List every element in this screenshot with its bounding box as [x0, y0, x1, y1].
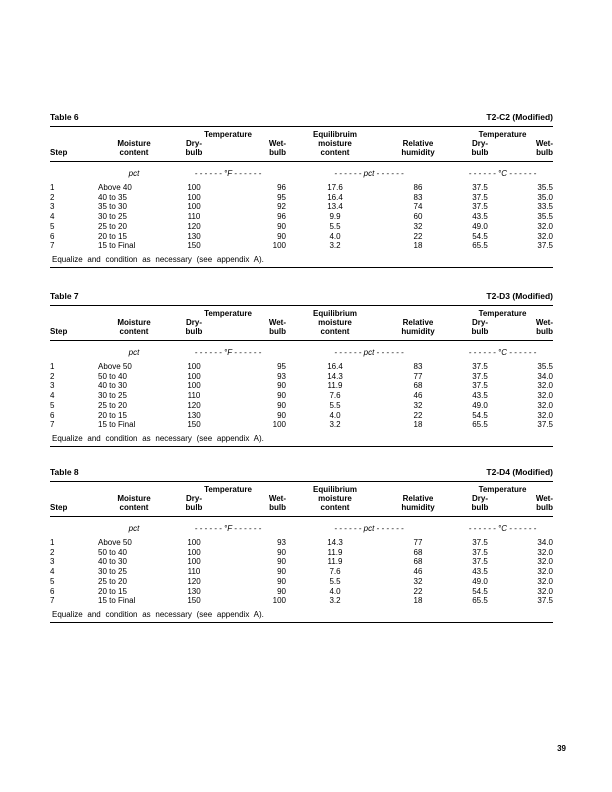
schedule-cell: 4 [50, 212, 55, 222]
schedule-cell: 68 [413, 557, 423, 567]
schedule-cell: 4 [50, 391, 55, 401]
schedule-cell: 49.0 [472, 221, 488, 231]
relative-humidity-header-line2: humidity [384, 327, 452, 341]
schedule-cell: 110 [187, 212, 201, 222]
schedule-cell: 17.6 [327, 183, 343, 192]
schedule-cell: 100 [187, 202, 201, 212]
schedule-cell: 110 [187, 567, 201, 577]
schedule-cell: 35.0 [537, 192, 553, 202]
schedule-row [50, 567, 553, 577]
schedule-cell: 15 to Final [98, 596, 136, 606]
schedule-cell: 120 [187, 576, 201, 586]
schedule-cell: 90 [277, 576, 286, 586]
schedule-cell: 3 [50, 557, 55, 567]
schedule-cell: 6 [50, 231, 55, 241]
schedule-cell: 100 [187, 362, 201, 371]
schedule-cell: 7 [50, 420, 55, 430]
schedule-cell: 11.9 [327, 557, 343, 567]
schedule-cell: 3.2 [329, 596, 341, 606]
schedule-cell: 32.0 [537, 231, 553, 241]
schedule-cell: 34.0 [537, 538, 553, 547]
schedule-cell: 14.3 [327, 371, 343, 381]
wet-bulb-f-header-line2: bulb [218, 148, 286, 162]
schedule-cell: 46 [413, 567, 423, 577]
footnote: Equalize and condition as necessary (see appendix A). [50, 606, 553, 623]
schedule-cell: 32.0 [537, 381, 553, 391]
schedule-cell: 68 [413, 381, 423, 391]
schedule-cell: 90 [277, 400, 286, 410]
table-header [50, 127, 553, 162]
footnote: Equalize and condition as necessary (see appendix A). [50, 430, 553, 447]
schedule-cell: 46 [413, 391, 423, 401]
schedule-cell: 100 [272, 596, 286, 606]
units-pct-group: - - - - - - pct - - - - - - [334, 169, 404, 178]
moisture-header-line1: Moisture [117, 318, 151, 327]
schedule-cell: 15 to Final [98, 420, 136, 430]
schedule-cell: Above 40 [98, 183, 132, 192]
schedule-cell: Above 50 [98, 538, 132, 547]
schedule-cell: 16.4 [327, 192, 343, 202]
units-pct-group: - - - - - - pct - - - - - - [334, 524, 404, 533]
schedule-cell: 100 [187, 192, 201, 202]
emc-header-line2: moisture [318, 318, 352, 327]
table-footnote-row [50, 430, 553, 447]
units-fahrenheit: - - - - - - °F - - - - - - [194, 169, 262, 178]
schedule-cell: 32.0 [537, 410, 553, 420]
schedule-cell: 1 [50, 183, 55, 192]
schedule-cell: 4 [50, 567, 55, 577]
units-fahrenheit: - - - - - - °F - - - - - - [194, 524, 262, 533]
table-title-row [50, 468, 553, 481]
schedule-cell: 32.0 [537, 221, 553, 231]
schedule-cell: 33.5 [537, 202, 553, 212]
schedule-row [50, 548, 553, 558]
schedule-cell: 96 [277, 212, 286, 222]
schedule-cell: 54.5 [472, 410, 488, 420]
schedule-cell: 43.5 [472, 567, 488, 577]
schedule-cell: 77 [413, 371, 423, 381]
schedule-cell: 43.5 [472, 391, 488, 401]
emc-header-line3: content [286, 503, 384, 517]
schedule-cell: 4.0 [329, 410, 341, 420]
schedule-cell: 100 [272, 420, 286, 430]
step-header: Step [50, 503, 98, 517]
schedule-cell: 32.0 [537, 567, 553, 577]
emc-header-line3: content [286, 327, 384, 341]
schedule-cell: 50 to 40 [98, 547, 127, 557]
relative-humidity-header-line2: humidity [384, 148, 452, 162]
schedule-cell: 5.5 [329, 400, 341, 410]
schedule-cell: 30 to 25 [98, 212, 127, 222]
schedule-cell: 93 [277, 371, 286, 381]
schedule-cell: 20 to 15 [98, 410, 127, 420]
schedule-cell: 3 [50, 202, 55, 212]
wet-bulb-f-header-line1: Wet- [268, 494, 286, 503]
schedule-cell: 65.5 [472, 420, 488, 430]
table-footnote-row [50, 606, 553, 623]
table-body [50, 362, 553, 430]
schedule-cell: 74 [413, 202, 423, 212]
schedule-cell: 7.6 [329, 567, 341, 577]
schedule-cell: 43.5 [472, 212, 488, 222]
dry-bulb-f-header-line1: Dry- [185, 318, 202, 327]
schedule-cell: 90 [277, 410, 286, 420]
schedule-cell: 22 [413, 586, 423, 596]
dry-bulb-f-header-line1: Dry- [185, 494, 202, 503]
schedule-cell: 37.5 [472, 538, 488, 547]
schedule-cell: 100 [187, 557, 201, 567]
schedule-cell: 35.5 [537, 183, 553, 192]
schedule-cell: 20 to 15 [98, 231, 127, 241]
schedule-cell: 100 [272, 241, 286, 251]
schedule-cell: 6 [50, 586, 55, 596]
units-celsius: - - - - - - °C - - - - - - [468, 348, 537, 357]
schedule-cell: 35 to 30 [98, 202, 127, 212]
wet-bulb-f-header-line2: bulb [218, 503, 286, 517]
schedule-cell: 1 [50, 362, 55, 371]
schedule-cell: 32 [413, 400, 423, 410]
page-number: 39 [557, 744, 566, 753]
schedule-row [50, 183, 553, 193]
units-celsius: - - - - - - °C - - - - - - [468, 524, 537, 533]
schedule-row [50, 596, 553, 606]
schedule-cell: 50 to 40 [98, 371, 127, 381]
schedule-cell: 15 to Final [98, 241, 136, 251]
units-row [50, 341, 553, 363]
wet-bulb-c-header-line2: bulb [508, 148, 553, 162]
schedule-cell: 49.0 [472, 576, 488, 586]
schedule-cell: 37.5 [472, 371, 488, 381]
schedule-cell: 110 [187, 391, 201, 401]
schedule-cell: 3.2 [329, 241, 341, 251]
units-pct-group: - - - - - - pct - - - - - - [334, 348, 404, 357]
units-row [50, 162, 553, 184]
schedule-cell: 54.5 [472, 586, 488, 596]
schedule-cell: 32 [413, 576, 423, 586]
temp-f-group-header: Temperature [204, 130, 252, 139]
schedule-cell: 93 [277, 538, 286, 547]
schedule-cell: 90 [277, 231, 286, 241]
drying-schedule-table [50, 113, 553, 268]
schedule-cell: 4.0 [329, 586, 341, 596]
temp-c-group-header: Temperature [478, 309, 527, 318]
schedule-cell: 92 [277, 202, 286, 212]
schedule-cell: 40 to 35 [98, 192, 127, 202]
schedule-row [50, 420, 553, 430]
schedule-cell: 5.5 [329, 221, 341, 231]
schedule-row [50, 587, 553, 597]
schedule-cell: 90 [277, 586, 286, 596]
schedule-row [50, 411, 553, 421]
dry-bulb-f-header-line1: Dry- [185, 139, 202, 148]
wet-bulb-c-header-line1: Wet- [535, 494, 553, 503]
schedule-cell: 60 [413, 212, 423, 222]
wet-bulb-f-header-line1: Wet- [268, 139, 286, 148]
units-pct: pct [128, 169, 140, 178]
schedule-cell: 150 [187, 241, 201, 251]
drying-schedule-table [50, 292, 553, 447]
step-header: Step [50, 327, 98, 341]
schedule-cell: 32 [413, 221, 423, 231]
wet-bulb-c-header-line2: bulb [508, 327, 553, 341]
schedule-cell: 2 [50, 192, 55, 202]
schedule-cell: 130 [187, 410, 201, 420]
schedule-cell: 5 [50, 400, 55, 410]
wet-bulb-c-header-line1: Wet- [535, 139, 553, 148]
schedule-cell: 32.0 [537, 547, 553, 557]
schedule-cell: 150 [187, 596, 201, 606]
schedule-cell: 32.0 [537, 400, 553, 410]
schedule-row [50, 538, 553, 548]
temp-f-group-header: Temperature [204, 485, 252, 494]
schedule-cell: 34.0 [537, 371, 553, 381]
table-header [50, 482, 553, 517]
temp-c-group-header: Temperature [478, 130, 527, 139]
schedule-cell: 22 [413, 231, 423, 241]
schedule-cell: 18 [413, 241, 423, 251]
dry-bulb-c-header-line2: bulb [452, 148, 508, 162]
step-header: Step [50, 148, 98, 162]
moisture-header-line1: Moisture [117, 494, 151, 503]
table-title: Table 6 [50, 112, 79, 122]
schedule-cell: 40 to 30 [98, 381, 127, 391]
table-title-row [50, 113, 553, 126]
schedule-cell: 90 [277, 567, 286, 577]
schedule-cell: 35.5 [537, 212, 553, 222]
schedule-cell: 95 [277, 192, 286, 202]
table-title-row [50, 292, 553, 305]
schedule-cell: 25 to 20 [98, 576, 127, 586]
schedule-cell: 37.5 [472, 183, 488, 192]
schedule-row [50, 241, 553, 251]
dry-bulb-f-header-line2: bulb [170, 503, 218, 517]
schedule-cell: 49.0 [472, 400, 488, 410]
moisture-header-line1: Moisture [117, 139, 151, 148]
schedule-cell: 4.0 [329, 231, 341, 241]
relative-humidity-header-line1: Relative [402, 494, 434, 503]
dry-bulb-c-header-line1: Dry- [471, 494, 488, 503]
schedule-cell: 86 [413, 183, 423, 192]
schedule-cell: 90 [277, 391, 286, 401]
schedule-cell: 90 [277, 221, 286, 231]
relative-humidity-header-line1: Relative [402, 318, 434, 327]
schedule-table [50, 481, 553, 623]
schedule-row [50, 401, 553, 411]
schedule-cell: 130 [187, 231, 201, 241]
schedule-row [50, 362, 553, 372]
schedule-cell: 18 [413, 596, 423, 606]
schedule-cell: 37.5 [472, 547, 488, 557]
emc-header-line2: moisture [318, 494, 352, 503]
schedule-cell: 150 [187, 420, 201, 430]
units-row [50, 517, 553, 539]
schedule-cell: 1 [50, 538, 55, 547]
schedule-cell: 7 [50, 596, 55, 606]
dry-bulb-f-header-line2: bulb [170, 327, 218, 341]
schedule-cell: 90 [277, 381, 286, 391]
wet-bulb-f-header-line1: Wet- [268, 318, 286, 327]
units-celsius: - - - - - - °C - - - - - - [468, 169, 537, 178]
schedule-cell: 95 [277, 362, 286, 371]
emc-header-line1: Equilibrium [313, 485, 357, 494]
schedule-cell: 100 [187, 183, 201, 192]
schedule-cell: 18 [413, 420, 423, 430]
table-body [50, 538, 553, 606]
schedule-cell: 37.5 [472, 381, 488, 391]
schedule-cell: 40 to 30 [98, 557, 127, 567]
dry-bulb-c-header-line2: bulb [452, 327, 508, 341]
schedule-cell: 5 [50, 576, 55, 586]
schedule-cell: 65.5 [472, 596, 488, 606]
schedule-row [50, 372, 553, 382]
schedule-cell: 25 to 20 [98, 400, 127, 410]
schedule-cell: 32.0 [537, 391, 553, 401]
moisture-header-line2: content [98, 148, 170, 162]
schedule-cell: 14.3 [327, 538, 343, 547]
schedule-cell: 130 [187, 586, 201, 596]
schedule-cell: 65.5 [472, 241, 488, 251]
schedule-cell: 77 [413, 538, 423, 547]
temp-f-group-header: Temperature [204, 309, 252, 318]
schedule-row [50, 212, 553, 222]
schedule-cell: 2 [50, 547, 55, 557]
wet-bulb-c-header-line1: Wet- [535, 318, 553, 327]
moisture-header-line2: content [98, 503, 170, 517]
schedule-cell: 100 [187, 381, 201, 391]
units-pct: pct [128, 524, 140, 533]
dry-bulb-c-header-line2: bulb [452, 503, 508, 517]
schedule-cell: 5.5 [329, 576, 341, 586]
schedule-cell: 96 [277, 183, 286, 192]
table-code: T2-D3 (Modified) [486, 291, 553, 301]
table-body [50, 183, 553, 251]
schedule-cell: 90 [277, 547, 286, 557]
temp-c-group-header: Temperature [478, 485, 527, 494]
schedule-cell: 5 [50, 221, 55, 231]
schedule-cell: 3 [50, 381, 55, 391]
schedule-cell: 2 [50, 371, 55, 381]
schedule-cell: 7.6 [329, 391, 341, 401]
schedule-row [50, 577, 553, 587]
schedule-row [50, 381, 553, 391]
schedule-cell: 16.4 [327, 362, 343, 371]
schedule-cell: 20 to 15 [98, 586, 127, 596]
schedule-cell: 37.5 [472, 557, 488, 567]
table-header [50, 306, 553, 341]
emc-header-line3: content [286, 148, 384, 162]
schedule-cell: 37.5 [472, 362, 488, 371]
schedule-cell: 100 [187, 547, 201, 557]
schedule-cell: 90 [277, 557, 286, 567]
footnote: Equalize and condition as necessary (see appendix A). [50, 251, 553, 268]
schedule-cell: 83 [413, 192, 423, 202]
schedule-cell: 120 [187, 221, 201, 231]
schedule-row [50, 391, 553, 401]
schedule-cell: 37.5 [537, 420, 553, 430]
schedule-cell: 54.5 [472, 231, 488, 241]
emc-header-line1: Equilibruim [313, 130, 357, 139]
schedule-cell: 30 to 25 [98, 391, 127, 401]
schedule-cell: 37.5 [472, 192, 488, 202]
table-title: Table 7 [50, 291, 79, 301]
schedule-cell: 37.5 [537, 241, 553, 251]
units-pct: pct [128, 348, 140, 357]
schedule-cell: 3.2 [329, 420, 341, 430]
wet-bulb-c-header-line2: bulb [508, 503, 553, 517]
schedule-cell: 32.0 [537, 586, 553, 596]
schedule-cell: 11.9 [327, 547, 343, 557]
schedule-row [50, 202, 553, 212]
schedule-cell: 83 [413, 362, 423, 371]
schedule-cell: 35.5 [537, 362, 553, 371]
schedule-row [50, 193, 553, 203]
units-fahrenheit: - - - - - - °F - - - - - - [194, 348, 262, 357]
schedule-row [50, 222, 553, 232]
schedule-cell: Above 50 [98, 362, 132, 371]
schedule-cell: 11.9 [327, 381, 343, 391]
schedule-cell: 13.4 [327, 202, 343, 212]
relative-humidity-header-line1: Relative [402, 139, 434, 148]
relative-humidity-header-line2: humidity [384, 503, 452, 517]
emc-header-line1: Equilibrium [313, 309, 357, 318]
schedule-cell: 100 [187, 371, 201, 381]
schedule-cell: 120 [187, 400, 201, 410]
schedule-cell: 6 [50, 410, 55, 420]
schedule-cell: 100 [187, 538, 201, 547]
dry-bulb-c-header-line1: Dry- [471, 318, 488, 327]
table-code: T2-D4 (Modified) [486, 467, 553, 477]
schedule-row [50, 232, 553, 242]
schedule-cell: 37.5 [472, 202, 488, 212]
table-footnote-row [50, 251, 553, 268]
schedule-cell: 32.0 [537, 576, 553, 586]
table-title: Table 8 [50, 467, 79, 477]
schedule-cell: 7 [50, 241, 55, 251]
schedule-cell: 37.5 [537, 596, 553, 606]
schedule-cell: 25 to 20 [98, 221, 127, 231]
wet-bulb-f-header-line2: bulb [218, 327, 286, 341]
schedule-cell: 30 to 25 [98, 567, 127, 577]
schedule-cell: 68 [413, 547, 423, 557]
schedule-row [50, 557, 553, 567]
schedule-table [50, 305, 553, 447]
dry-bulb-f-header-line2: bulb [170, 148, 218, 162]
schedule-cell: 9.9 [329, 212, 341, 222]
table-code: T2-C2 (Modified) [486, 112, 553, 122]
schedule-table [50, 126, 553, 268]
moisture-header-line2: content [98, 327, 170, 341]
schedule-cell: 22 [413, 410, 423, 420]
dry-bulb-c-header-line1: Dry- [471, 139, 488, 148]
emc-header-line2: moisture [318, 139, 352, 148]
schedule-cell: 32.0 [537, 557, 553, 567]
drying-schedule-table [50, 468, 553, 623]
